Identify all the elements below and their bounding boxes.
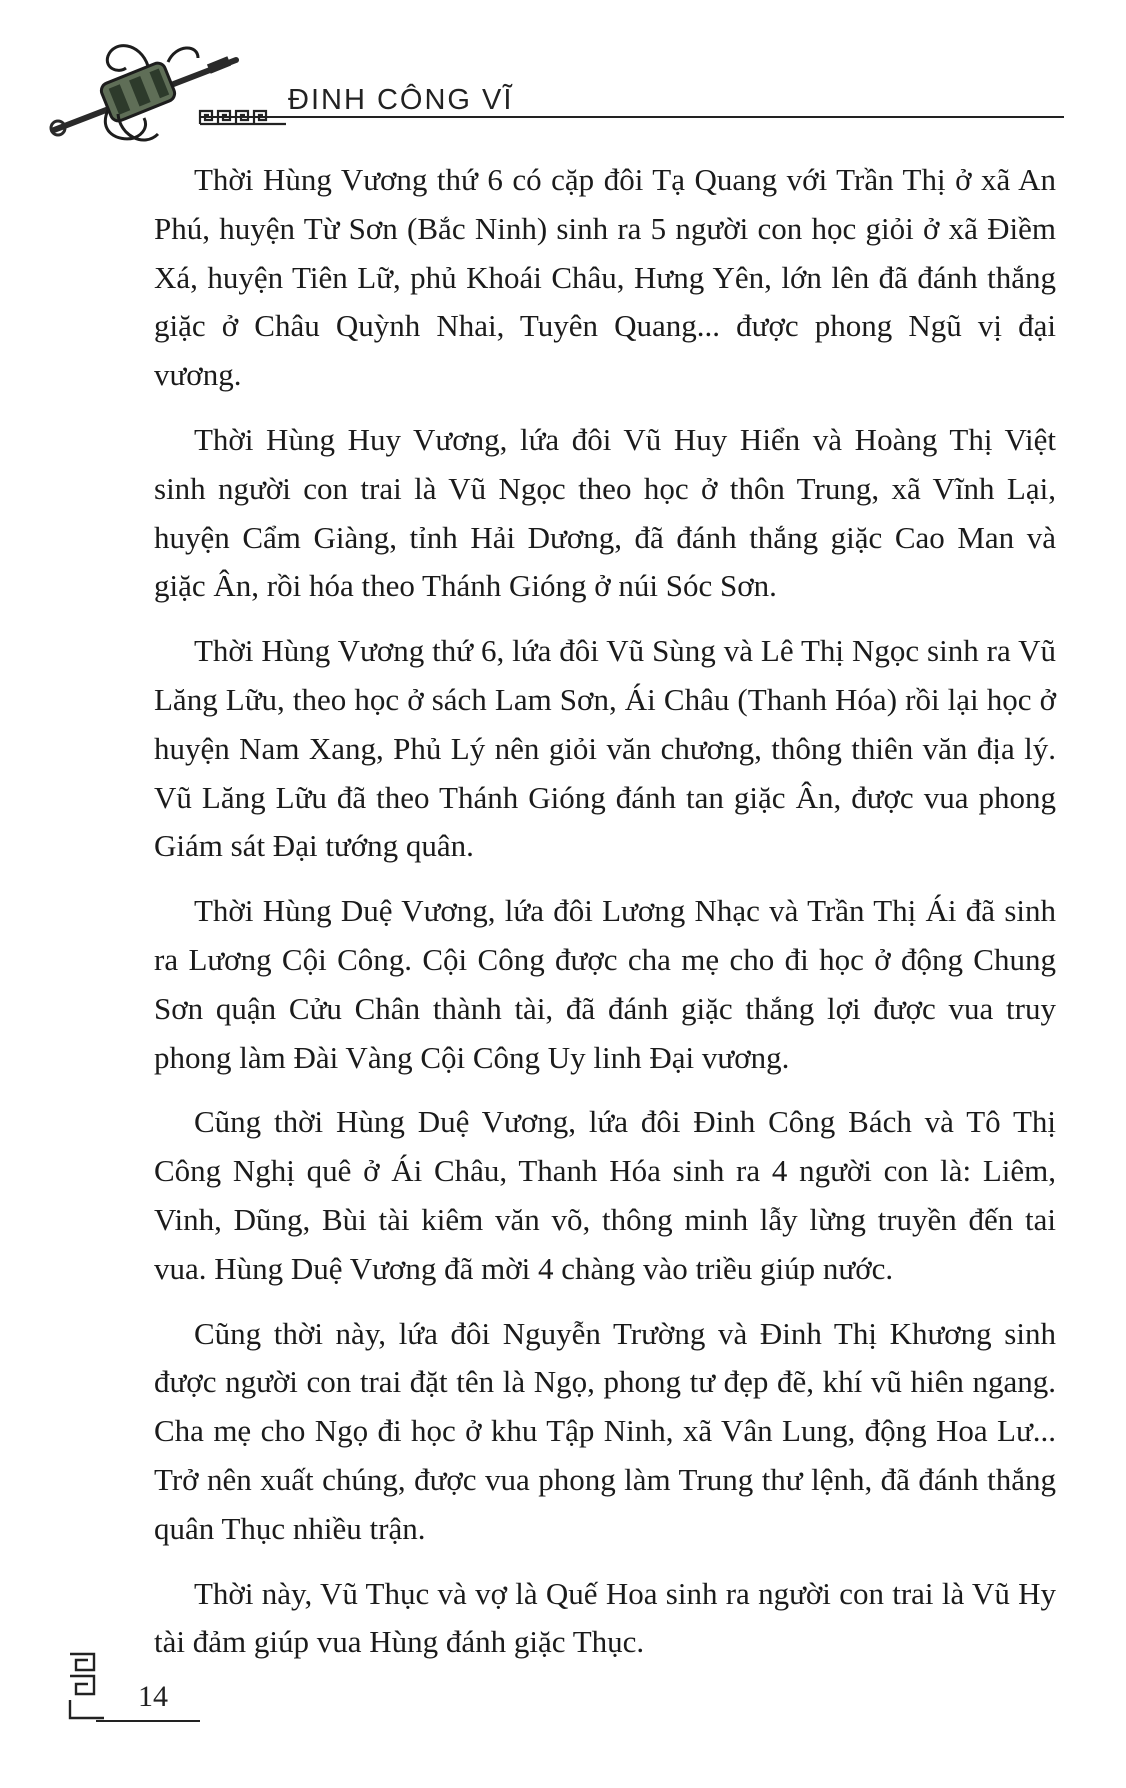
page-body [154, 156, 1056, 1683]
paragraph: Thời này, Vũ Thục và vợ là Quế Hoa sinh ra người con trai là Vũ Hy tài đảm giúp vua Hùng đánh giặc Thục. [154, 1575, 1056, 1660]
paragraph: Cũng thời Hùng Duệ Vương, lứa đôi Đinh Công Bách và Tô Thị Công Nghị quê ở Ái Châu, Thanh Hóa sinh ra 4 người con là: Liêm, Vinh, Dũng, Bùi tài kiêm văn võ, thông minh lẫy lừng truyền đến tai vua. Hùng Duệ Vương đã mời 4 chàng vào triều giúp nước. [154, 1104, 1056, 1286]
page-number: 14 [138, 1680, 168, 1713]
paragraph: Thời Hùng Vương thứ 6 có cặp đôi Tạ Quang với Trần Thị ở xã An Phú, huyện Từ Sơn (Bắc Ninh) sinh ra 5 người con học giỏi ở xã Điềm Xá, huyện Tiên Lữ, phủ Khoái Châu, Hưng Yên, lớn lên đã đánh thắng giặc ở Châu Quỳnh Nhai, Tuyên Quang... được phong Ngũ vị đại vương. [154, 162, 1056, 393]
sword-scroll-icon [48, 22, 248, 152]
paragraph: Thời Hùng Duệ Vương, lứa đôi Lương Nhạc và Trần Thị Ái đã sinh ra Lương Cội Công. Cội Công được cha mẹ cho đi học ở động Chung Sơn quận Cửu Chân thành tài, đã đánh giặc thắng lợi được vua truy phong làm Đài Vàng Cội Công Uy linh Đại vương. [154, 893, 1056, 1075]
running-title: ĐINH CÔNG VĨ [288, 84, 514, 116]
paragraph: Thời Hùng Huy Vương, lứa đôi Vũ Huy Hiển và Hoàng Thị Việt sinh người con trai là Vũ Ngọc theo học ở thôn Trung, xã Vĩnh Lại, huyện Cẩm Giàng, tỉnh Hải Dương, đã đánh thắng giặc Cao Man và giặc Ân, rồi hóa theo Thánh Gióng ở núi Sóc Sơn. [154, 421, 1056, 604]
footer-rule [96, 1720, 200, 1722]
spiral-key-icon [64, 1650, 108, 1720]
paragraph: Thời Hùng Vương thứ 6, lứa đôi Vũ Sùng và Lê Thị Ngọc sinh ra Vũ Lăng Lữu, theo học ở sách Lam Sơn, Ái Châu (Thanh Hóa) rồi lại học ở huyện Nam Xang, Phủ Lý nên giỏi văn chương, thông thiên văn địa lý. Vũ Lăng Lữu đã theo Thánh Gióng đánh tan giặc Ân, được vua phong Giám sát Đại tướng quân. [154, 633, 1056, 864]
paragraph: Cũng thời này, lứa đôi Nguyễn Trường và Đinh Thị Khương sinh được người con trai đặt tên là Ngọ, phong tư đẹp đẽ, khí vũ hiên ngang. Cha mẹ cho Ngọ đi học ở khu Tập Ninh, xã Vân Lung, động Hoa Lư... Trở nên xuất chúng, được vua phong làm Trung thư lệnh, đã đánh thắng quân Thục nhiều trận. [154, 1315, 1056, 1546]
